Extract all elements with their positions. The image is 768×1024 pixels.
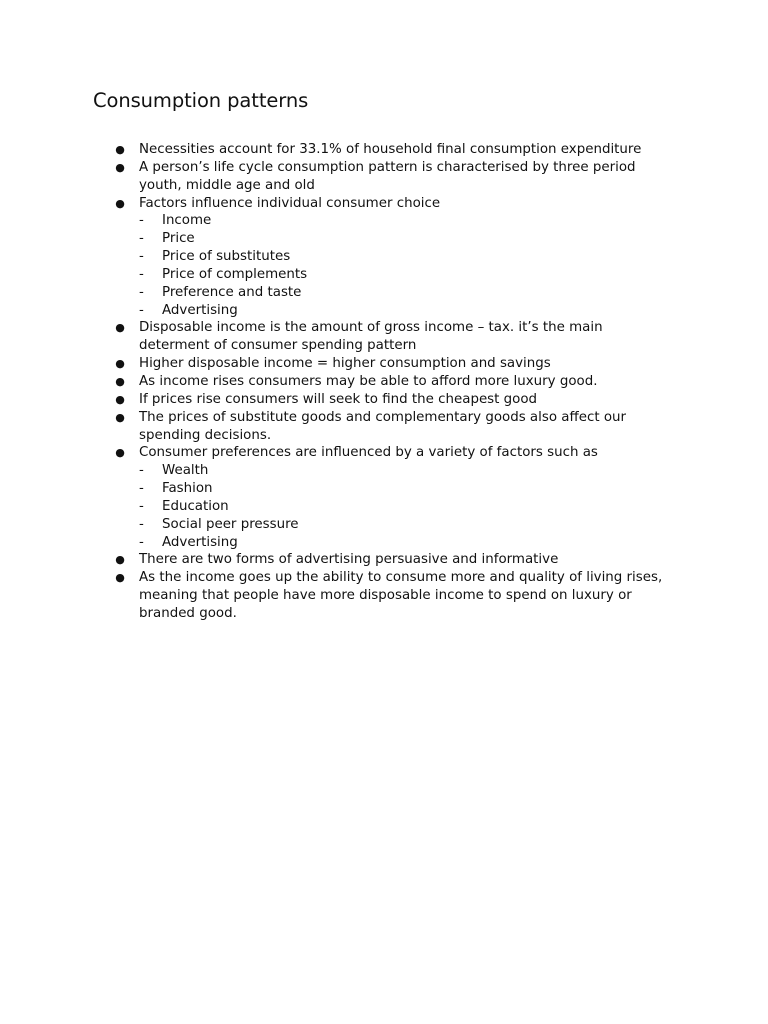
sub-list xyxy=(139,462,668,551)
bullet-icon: ● xyxy=(115,321,125,335)
sub-list-item-text: Advertising xyxy=(162,534,238,550)
bullet-icon: ● xyxy=(115,160,125,174)
dash-bullet-icon: - xyxy=(139,266,144,282)
sub-list-item xyxy=(0,302,668,320)
bullet-icon: ● xyxy=(115,571,125,585)
list-item xyxy=(0,141,768,159)
dash-bullet-icon: - xyxy=(139,463,144,479)
sub-list-item-text: Wealth xyxy=(162,463,209,479)
list-item-text: Disposable income is the amount of gross income – tax. it’s the main determent of consumer spending pattern xyxy=(139,320,603,354)
list-item-text: Higher disposable income = higher consumption and savings xyxy=(139,356,551,372)
list-item-text: A person’s life cycle consumption pattern is characterised by three period youth, middle age and old xyxy=(139,159,636,193)
list-item xyxy=(0,355,768,373)
sub-list-item xyxy=(0,212,668,230)
list-item xyxy=(0,391,768,409)
dash-bullet-icon: - xyxy=(139,534,144,550)
bullet-icon: ● xyxy=(115,392,125,406)
bullet-list xyxy=(0,141,768,623)
dash-bullet-icon: - xyxy=(139,213,144,229)
bullet-icon: ● xyxy=(115,553,125,567)
bullet-icon: ● xyxy=(115,410,125,424)
dash-bullet-icon: - xyxy=(139,231,144,247)
sub-list-item-text: Preference and taste xyxy=(162,284,302,300)
list-item xyxy=(0,319,768,355)
list-item xyxy=(0,195,768,320)
sub-list-item xyxy=(0,248,668,266)
bullet-icon: ● xyxy=(115,357,125,371)
list-item-text: As income rises consumers may be able to afford more luxury good. xyxy=(139,373,598,389)
dash-bullet-icon: - xyxy=(139,498,144,514)
dash-bullet-icon: - xyxy=(139,249,144,265)
list-item xyxy=(0,569,768,623)
list-item-text: Consumer preferences are influenced by a variety of factors such as xyxy=(139,445,598,461)
sub-list-item-text: Price xyxy=(162,231,195,247)
list-item-text: Factors influence individual consumer choice xyxy=(139,195,441,211)
sub-list-item xyxy=(0,230,668,248)
sub-list-item-text: Education xyxy=(162,498,229,514)
sub-list-item-text: Price of complements xyxy=(162,266,308,282)
bullet-icon: ● xyxy=(115,143,125,156)
sub-list-item xyxy=(0,480,668,498)
sub-list-item xyxy=(0,284,668,302)
bullet-icon: ● xyxy=(115,374,125,388)
list-item xyxy=(0,159,768,195)
sub-list-item-text: Social peer pressure xyxy=(162,516,299,532)
dash-bullet-icon: - xyxy=(139,481,144,497)
list-item-text: As the income goes up the ability to consume more and quality of living rises, meaning that people have more disposable income to spend on luxury or branded good. xyxy=(139,570,663,621)
bullet-icon: ● xyxy=(115,446,125,460)
sub-list-item xyxy=(0,266,668,284)
sub-list xyxy=(139,212,668,319)
sub-list-item-text: Income xyxy=(162,213,212,229)
list-item xyxy=(0,551,768,569)
sub-list-item xyxy=(0,516,668,534)
document-title: Consumption patterns xyxy=(93,89,309,112)
bullet-icon: ● xyxy=(115,196,125,210)
sub-list-item xyxy=(0,462,668,480)
list-item xyxy=(0,373,768,391)
list-item-text: The prices of substitute goods and complementary goods also affect our spending decisions. xyxy=(139,409,627,443)
dash-bullet-icon: - xyxy=(139,284,144,300)
sub-list-item-text: Advertising xyxy=(162,302,238,318)
list-item-text: There are two forms of advertising persuasive and informative xyxy=(139,552,559,568)
list-item-text: If prices rise consumers will seek to find the cheapest good xyxy=(139,391,538,407)
dash-bullet-icon: - xyxy=(139,302,144,318)
list-item xyxy=(0,444,768,551)
sub-list-item xyxy=(0,534,668,552)
list-item xyxy=(0,409,768,445)
dash-bullet-icon: - xyxy=(139,516,144,532)
list-item-text: Necessities account for 33.1% of household final consumption expenditure xyxy=(139,142,642,157)
sub-list-item-text: Fashion xyxy=(162,481,213,497)
sub-list-item-text: Price of substitutes xyxy=(162,249,291,265)
sub-list-item xyxy=(0,498,668,516)
